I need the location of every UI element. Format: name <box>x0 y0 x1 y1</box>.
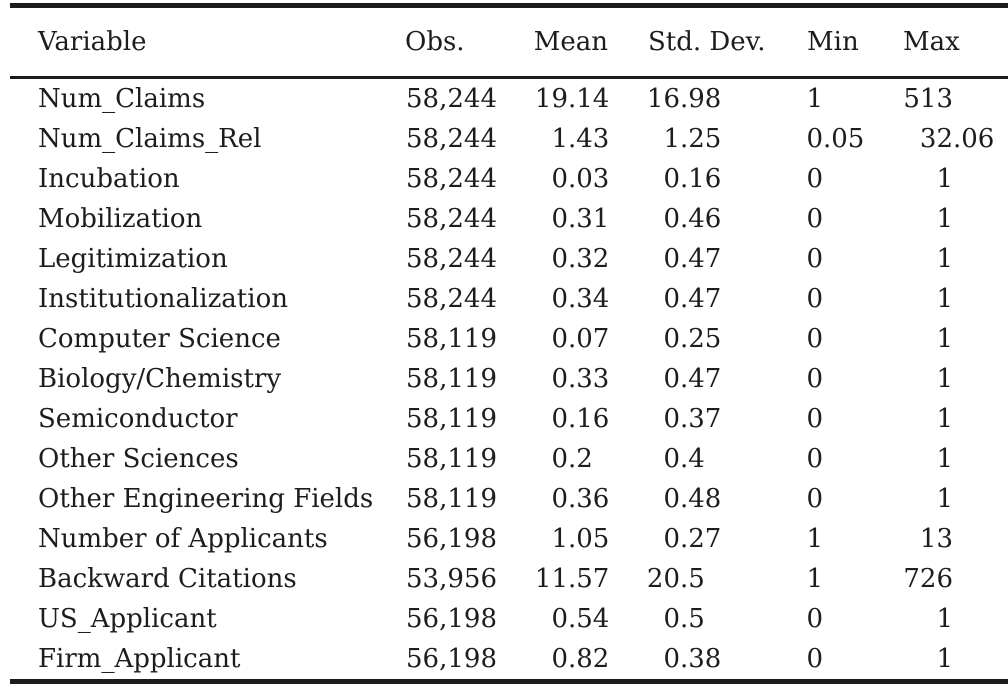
cell-max: 1 <box>936 604 953 634</box>
cell-std: 0 .37 <box>663 404 722 434</box>
cell-max: 1 <box>936 404 953 434</box>
table-row <box>10 279 1008 319</box>
table-row <box>10 639 1008 682</box>
cell-variable: Computer Science <box>38 324 281 354</box>
cell-std: 0 .48 <box>663 484 722 514</box>
cell-obs: 56,198 <box>406 644 497 674</box>
table-header <box>10 6 1008 78</box>
summary-statistics-table <box>10 3 1008 684</box>
column-header-obs: Obs. <box>390 6 500 78</box>
cell-mean: 1 .43 <box>551 124 610 154</box>
cell-min: 0 <box>806 244 823 274</box>
cell-mean: 1 .05 <box>551 524 610 554</box>
cell-max: 1 <box>936 444 953 474</box>
table-row <box>10 119 1008 159</box>
cell-max: 1 <box>936 644 953 674</box>
table-row <box>10 159 1008 199</box>
cell-max: 1 <box>936 364 953 394</box>
cell-max: 1 <box>936 284 953 314</box>
cell-min: 0 <box>806 204 823 234</box>
cell-max: 1 <box>936 484 953 514</box>
cell-std: 0 .4 <box>663 444 705 474</box>
cell-min: 0 <box>806 324 823 354</box>
cell-obs: 56,198 <box>406 524 497 554</box>
cell-mean: 0 .31 <box>551 204 610 234</box>
cell-min: 0 <box>806 364 823 394</box>
column-header-mean: Mean <box>500 6 615 78</box>
cell-std: 16 .98 <box>646 84 722 114</box>
cell-obs: 58,244 <box>406 244 497 274</box>
cell-mean: 0 .2 <box>551 444 593 474</box>
cell-variable: Institutionalization <box>38 284 288 314</box>
cell-min: 0 <box>806 404 823 434</box>
cell-std: 0 .5 <box>663 604 705 634</box>
cell-obs: 58,119 <box>406 324 497 354</box>
table-row <box>10 519 1008 559</box>
cell-variable: Semiconductor <box>38 404 238 434</box>
cell-std: 20 .5 <box>646 564 705 594</box>
cell-variable: Firm_Applicant <box>38 644 241 674</box>
cell-min: 1 <box>806 564 823 594</box>
cell-max: 1 <box>936 244 953 274</box>
column-header-min: Min <box>727 6 867 78</box>
cell-max: 513 <box>903 84 953 114</box>
cell-variable: Num_Claims_Rel <box>38 124 262 154</box>
cell-max: 13 <box>919 524 953 554</box>
cell-std: 0 .47 <box>663 244 722 274</box>
cell-obs: 58,244 <box>406 124 497 154</box>
cell-mean: 0 .36 <box>551 484 610 514</box>
cell-min: 0 <box>806 164 823 194</box>
cell-mean: 11 .57 <box>534 564 610 594</box>
cell-obs: 58,244 <box>406 204 497 234</box>
cell-std: 0 .25 <box>663 324 722 354</box>
cell-obs: 56,198 <box>406 604 497 634</box>
cell-variable: Incubation <box>38 164 180 194</box>
cell-min: 0 <box>806 644 823 674</box>
cell-max: 726 <box>903 564 953 594</box>
table-row <box>10 479 1008 519</box>
cell-max: 32 .06 <box>919 124 995 154</box>
table-row <box>10 399 1008 439</box>
cell-variable: Other Engineering Fields <box>38 484 374 514</box>
cell-max: 1 <box>936 164 953 194</box>
table-row <box>10 439 1008 479</box>
cell-max: 1 <box>936 324 953 354</box>
cell-variable: Backward Citations <box>38 564 297 594</box>
cell-min: 1 <box>806 84 823 114</box>
cell-variable: Other Sciences <box>38 444 239 474</box>
cell-variable: Legitimization <box>38 244 228 274</box>
cell-std: 0 .46 <box>663 204 722 234</box>
cell-obs: 58,119 <box>406 364 497 394</box>
cell-min: 0 <box>806 484 823 514</box>
cell-std: 0 .47 <box>663 284 722 314</box>
cell-mean: 0 .03 <box>551 164 610 194</box>
table-row <box>10 599 1008 639</box>
cell-std: 0 .27 <box>663 524 722 554</box>
cell-variable: Mobilization <box>38 204 203 234</box>
column-header-std-dev: Std. Dev. <box>615 6 727 78</box>
table-row <box>10 199 1008 239</box>
cell-mean: 0 .34 <box>551 284 610 314</box>
cell-mean: 19 .14 <box>534 84 610 114</box>
cell-min: 0 <box>806 284 823 314</box>
cell-obs: 58,244 <box>406 164 497 194</box>
cell-mean: 0 .32 <box>551 244 610 274</box>
cell-mean: 0 .16 <box>551 404 610 434</box>
cell-std: 1 .25 <box>663 124 722 154</box>
cell-obs: 58,119 <box>406 444 497 474</box>
table-body <box>10 78 1008 682</box>
cell-obs: 58,119 <box>406 404 497 434</box>
cell-obs: 58,244 <box>406 84 497 114</box>
cell-std: 0 .38 <box>663 644 722 674</box>
cell-std: 0 .47 <box>663 364 722 394</box>
cell-mean: 0 .82 <box>551 644 610 674</box>
column-header-variable: Variable <box>10 6 390 78</box>
cell-min: 0 <box>806 444 823 474</box>
cell-obs: 58,244 <box>406 284 497 314</box>
cell-mean: 0 .07 <box>551 324 610 354</box>
cell-variable: Num_Claims <box>38 84 206 114</box>
column-header-max: Max <box>867 6 1008 78</box>
table-row <box>10 319 1008 359</box>
cell-obs: 53,956 <box>406 564 497 594</box>
table-row <box>10 359 1008 399</box>
cell-min: 0 .05 <box>806 124 865 154</box>
header-row <box>10 6 1008 78</box>
cell-min: 1 <box>806 524 823 554</box>
table-row <box>10 559 1008 599</box>
cell-variable: US_Applicant <box>38 604 217 634</box>
cell-mean: 0 .33 <box>551 364 610 394</box>
cell-max: 1 <box>936 204 953 234</box>
cell-std: 0 .16 <box>663 164 722 194</box>
cell-min: 0 <box>806 604 823 634</box>
table-row <box>10 78 1008 120</box>
cell-variable: Biology/Chemistry <box>38 364 282 394</box>
cell-mean: 0 .54 <box>551 604 610 634</box>
cell-variable: Number of Applicants <box>38 524 328 554</box>
cell-obs: 58,119 <box>406 484 497 514</box>
table-row <box>10 239 1008 279</box>
